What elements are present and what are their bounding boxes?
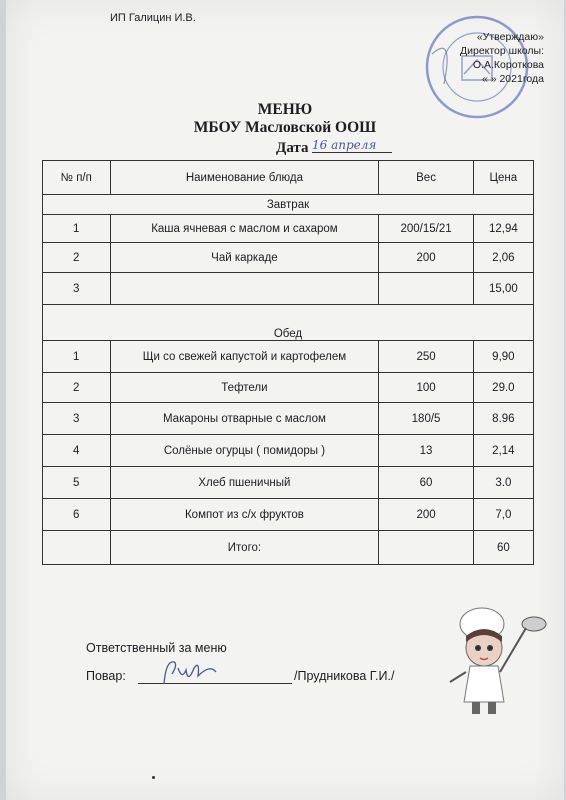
approve-name: О.А.Короткова bbox=[472, 59, 544, 71]
row-num: 3 bbox=[43, 273, 111, 305]
menu-document bbox=[6, 0, 564, 800]
row-price: 9,90 bbox=[473, 341, 533, 373]
row-num: 1 bbox=[43, 341, 111, 373]
row-weight: 13 bbox=[379, 435, 473, 467]
row-weight: 200 bbox=[379, 499, 473, 531]
row-name: Каша ячневая с маслом и сахаром bbox=[110, 215, 379, 243]
section-lunch bbox=[43, 305, 534, 341]
menu-title: МЕНЮ bbox=[257, 101, 313, 118]
section-breakfast bbox=[43, 195, 534, 215]
approve-role: Директор школы: bbox=[460, 45, 544, 57]
row-name: Хлеб пшеничный bbox=[110, 467, 379, 499]
row-weight: 200/15/21 bbox=[379, 215, 473, 243]
header-name: Наименование блюда bbox=[110, 161, 379, 195]
chef-girl-icon bbox=[442, 602, 552, 718]
row-weight: 250 bbox=[379, 341, 473, 373]
cook-label: Повар: bbox=[86, 669, 126, 683]
table-row bbox=[43, 243, 534, 273]
row-weight: 60 bbox=[379, 467, 473, 499]
row-name: Тефтели bbox=[110, 373, 379, 403]
signature-icon bbox=[160, 654, 220, 690]
row-name: Щи со свежей капустой и картофелем bbox=[110, 341, 379, 373]
table-row bbox=[43, 373, 534, 403]
row-price: 15,00 bbox=[473, 273, 533, 305]
table-row bbox=[43, 403, 534, 435]
row-name: Компот из с/х фруктов bbox=[110, 499, 379, 531]
row-num: 3 bbox=[43, 403, 111, 435]
row-price: 7,0 bbox=[473, 499, 533, 531]
entrepreneur-name: ИП Галицин И.В. bbox=[110, 12, 196, 24]
row-price: 3.0 bbox=[473, 467, 533, 499]
row-price: 2,14 bbox=[473, 435, 533, 467]
table-row bbox=[43, 273, 534, 305]
ink-dot bbox=[152, 776, 155, 779]
row-weight: 100 bbox=[379, 373, 473, 403]
row-num: 2 bbox=[43, 243, 111, 273]
approve-title: «Утверждаю» bbox=[476, 31, 544, 43]
cook-name: /Прудникова Г.И./ bbox=[294, 669, 395, 683]
date-value: 16 апреля bbox=[312, 138, 392, 153]
row-num: 1 bbox=[43, 215, 111, 243]
row-price: 8.96 bbox=[473, 403, 533, 435]
total-row bbox=[43, 531, 534, 565]
section-title: Обед bbox=[43, 305, 534, 341]
header-price: Цена bbox=[473, 161, 533, 195]
row-num: 6 bbox=[43, 499, 111, 531]
row-name: Солёные огурцы ( помидоры ) bbox=[110, 435, 379, 467]
row-weight bbox=[379, 273, 473, 305]
table-header-row bbox=[43, 161, 534, 195]
row-name: Чай каркаде bbox=[110, 243, 379, 273]
approve-date: « » 2021года bbox=[481, 73, 544, 85]
approval-block bbox=[460, 30, 544, 86]
row-num: 2 bbox=[43, 373, 111, 403]
table-row bbox=[43, 467, 534, 499]
menu-table bbox=[42, 160, 534, 565]
responsible-label: Ответственный за меню bbox=[86, 641, 227, 655]
school-name: МБОУ Масловской ООШ bbox=[193, 119, 377, 136]
header-num: № п/п bbox=[43, 161, 111, 195]
table-row bbox=[43, 215, 534, 243]
row-num: 4 bbox=[43, 435, 111, 467]
total-label: Итого: bbox=[110, 531, 379, 565]
table-row bbox=[43, 435, 534, 467]
row-name bbox=[110, 273, 379, 305]
header-weight: Вес bbox=[379, 161, 473, 195]
table-row bbox=[43, 499, 534, 531]
row-weight: 200 bbox=[379, 243, 473, 273]
row-price: 2,06 bbox=[473, 243, 533, 273]
section-title: Завтрак bbox=[43, 195, 534, 215]
row-weight: 180/5 bbox=[379, 403, 473, 435]
row-price: 29.0 bbox=[473, 373, 533, 403]
row-price: 12,94 bbox=[473, 215, 533, 243]
row-name: Макароны отварные с маслом bbox=[110, 403, 379, 435]
row-num: 5 bbox=[43, 467, 111, 499]
total-value: 60 bbox=[473, 531, 533, 565]
table-row bbox=[43, 341, 534, 373]
date-label: Дата bbox=[276, 140, 309, 156]
